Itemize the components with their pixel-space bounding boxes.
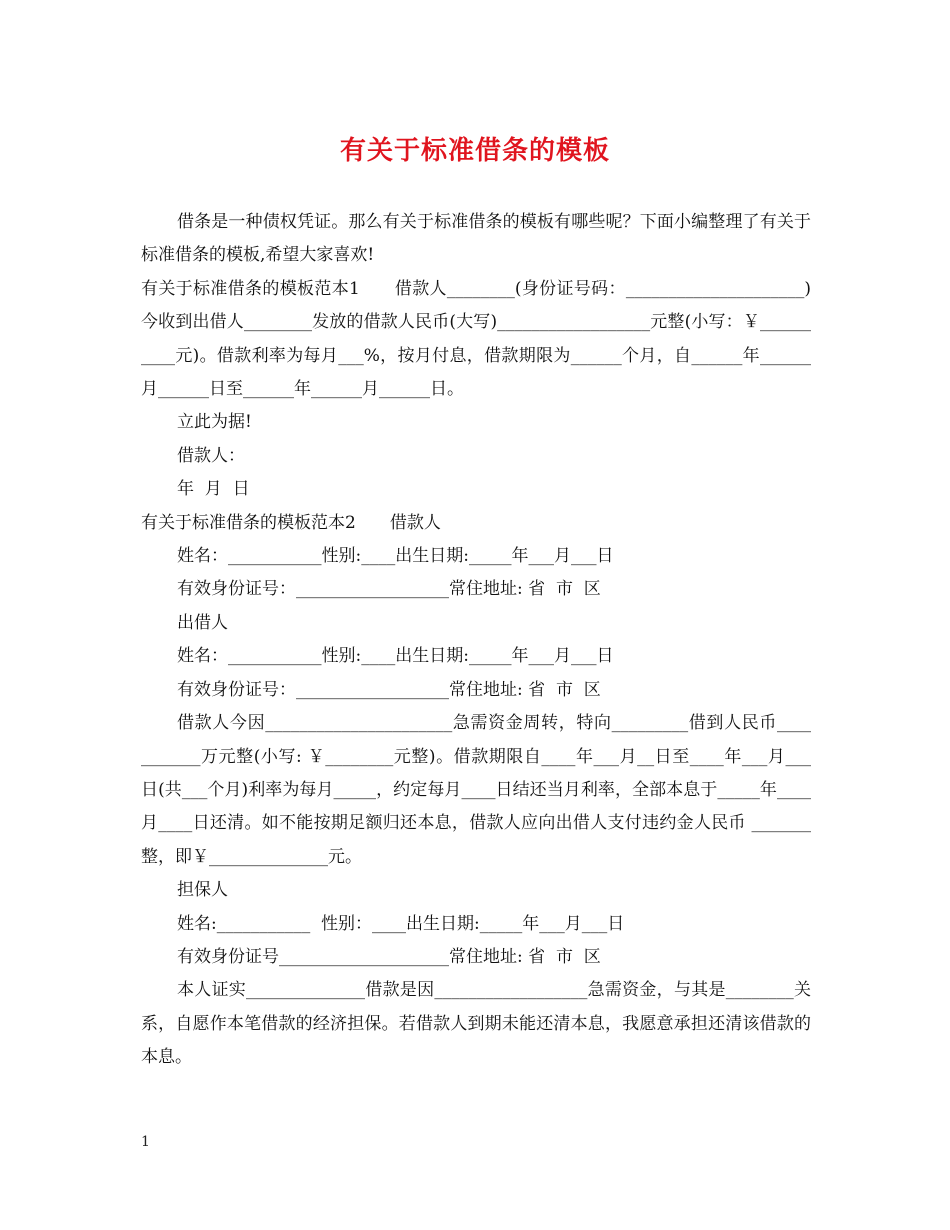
- page-number: 1: [141, 1134, 150, 1150]
- paragraph-attestation: 立此为据!: [177, 412, 252, 433]
- paragraph-template-2-heading: 有关于标准借条的模板范本2 借款人: [141, 512, 441, 533]
- paragraph-guarantor-id: 有效身份证号____________________常住地址: 省 市 区: [177, 946, 601, 967]
- paragraph-lender-id: 有效身份证号：__________________常住地址: 省 市 区: [177, 679, 601, 700]
- paragraph-guarantee-statement: 本人证实______________借款是因__________________急需资金，与其是________关系，自愿作本笔借款的经济担保。若借款人到期未能还清本息，我愿意承担还清该借款的本息。: [141, 980, 811, 1068]
- paragraph-borrower-id: 有效身份证号：__________________常住地址: 省 市 区: [177, 579, 601, 600]
- paragraph-guarantor-name: 姓名:___________ 性别：____出生日期:_____年___月___日: [177, 913, 625, 934]
- paragraph-borrower-signature: 借款人：: [177, 445, 245, 466]
- paragraph-intro: 借条是一种债权凭证。那么有关于标准借条的模板有哪些呢？下面小编整理了有关于标准借条的模板,希望大家喜欢!: [141, 212, 811, 266]
- paragraph-lender-heading: 出借人: [177, 612, 228, 633]
- paragraph-lender-name: 姓名：___________性别:____出生日期:_____年___月___日: [177, 646, 614, 667]
- paragraph-guarantor-heading: 担保人: [177, 880, 228, 901]
- paragraph-loan-terms: 借款人今因______________________急需资金周转，特向_________借到人民币____ _______万元整(小写: ￥________元整)。借款期限自____年___月__日至____年___月___日(共___个月)利率为每月_____，约定每月____日结还当月利率，全部本息于_____年____月____日还清。如不能按期足额归还本息，借款人应向出借人支付违约金人民币 _______整，即￥______________元。: [141, 713, 811, 867]
- paragraph-borrower-name: 姓名：___________性别:____出生日期:_____年___月___日: [177, 546, 614, 567]
- document-title: 有关于标准借条的模板: [339, 136, 610, 166]
- document-body: [141, 206, 811, 1075]
- paragraph-template-1: 有关于标准借条的模板范本1 借款人________(身份证号码：_____________________)今收到出借人________发放的借款人民币(大写)__________________元整(小写：￥__________元)。借款利率为每月___%，按月付息，借款期限为______个月，自______年______月______日至______年______月______日。: [141, 278, 811, 400]
- paragraph-date-line: 年 月 日: [177, 479, 250, 500]
